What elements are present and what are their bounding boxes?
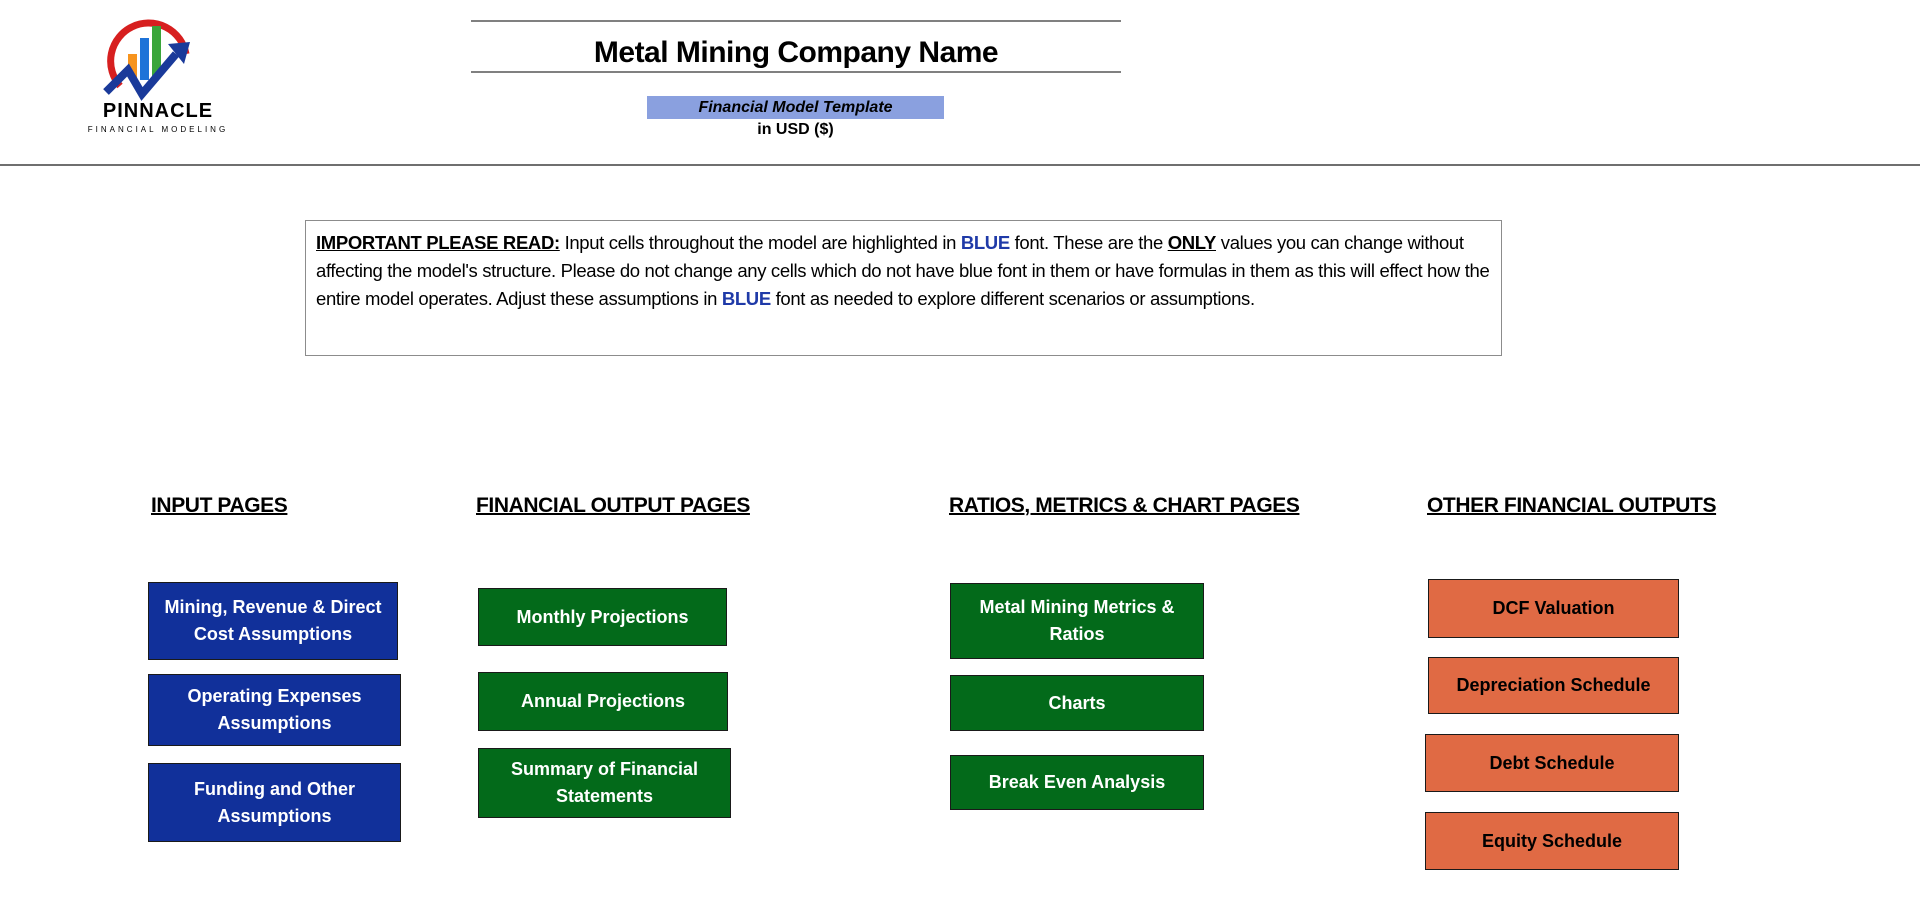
pinnacle-logo <box>78 14 238 139</box>
notice-text: font as needed to explore different scenarios or assumptions. <box>770 288 1255 309</box>
metal-mining-metrics-ratios-button[interactable]: Metal Mining Metrics & Ratios <box>950 583 1204 659</box>
currency-label: in USD ($) <box>757 121 834 138</box>
charts-button[interactable]: Charts <box>950 675 1204 731</box>
equity-schedule-button[interactable]: Equity Schedule <box>1425 812 1679 870</box>
break-even-analysis-button[interactable]: Break Even Analysis <box>950 755 1204 810</box>
annual-projections-button[interactable]: Annual Projections <box>478 672 728 731</box>
heading-ratios-metrics-chart-pages: RATIOS, METRICS & CHART PAGES <box>949 494 1300 517</box>
depreciation-schedule-button[interactable]: Depreciation Schedule <box>1428 657 1679 714</box>
page-title: Metal Mining Company Name <box>593 36 999 69</box>
model-subtitle: Financial Model Template <box>647 96 944 119</box>
logo-name: PINNACLE <box>102 100 214 122</box>
notice-only-word: ONLY <box>1167 232 1216 253</box>
summary-financial-statements-button[interactable]: Summary of Financial Statements <box>478 748 731 818</box>
title-rule-bottom <box>471 71 1121 73</box>
notice-label: IMPORTANT PLEASE READ: <box>316 232 560 253</box>
heading-other-financial-outputs: OTHER FINANCIAL OUTPUTS <box>1427 494 1717 517</box>
debt-schedule-button[interactable]: Debt Schedule <box>1425 734 1679 792</box>
title-rule-top <box>471 20 1121 22</box>
notice-text: font. These are the <box>1009 232 1168 253</box>
logo-tagline: FINANCIAL MODELING <box>87 125 229 134</box>
important-notice <box>305 220 1502 356</box>
heading-financial-output-pages: FINANCIAL OUTPUT PAGES <box>476 494 750 517</box>
monthly-projections-button[interactable]: Monthly Projections <box>478 588 727 646</box>
heading-input-pages: INPUT PAGES <box>151 494 288 517</box>
notice-blue-word: BLUE <box>960 232 1010 253</box>
notice-text: values you can change without affecting the model's structure. Please do not change any cells which do not have blue font in them or have formulas in them as this will effect how the entire model operates. Adjust these assumptions in <box>316 232 1490 309</box>
notice-blue-word: BLUE <box>721 288 771 309</box>
logo-chart-icon <box>78 14 238 104</box>
notice-text: Input cells throughout the model are highlighted in <box>559 232 961 253</box>
dcf-valuation-button[interactable]: DCF Valuation <box>1428 579 1679 638</box>
header-divider <box>0 164 1920 166</box>
funding-other-assumptions-button[interactable]: Funding and Other Assumptions <box>148 763 401 842</box>
operating-expenses-button[interactable]: Operating Expenses Assumptions <box>148 674 401 746</box>
mining-revenue-direct-cost-button[interactable]: Mining, Revenue & Direct Cost Assumptions <box>148 582 398 660</box>
